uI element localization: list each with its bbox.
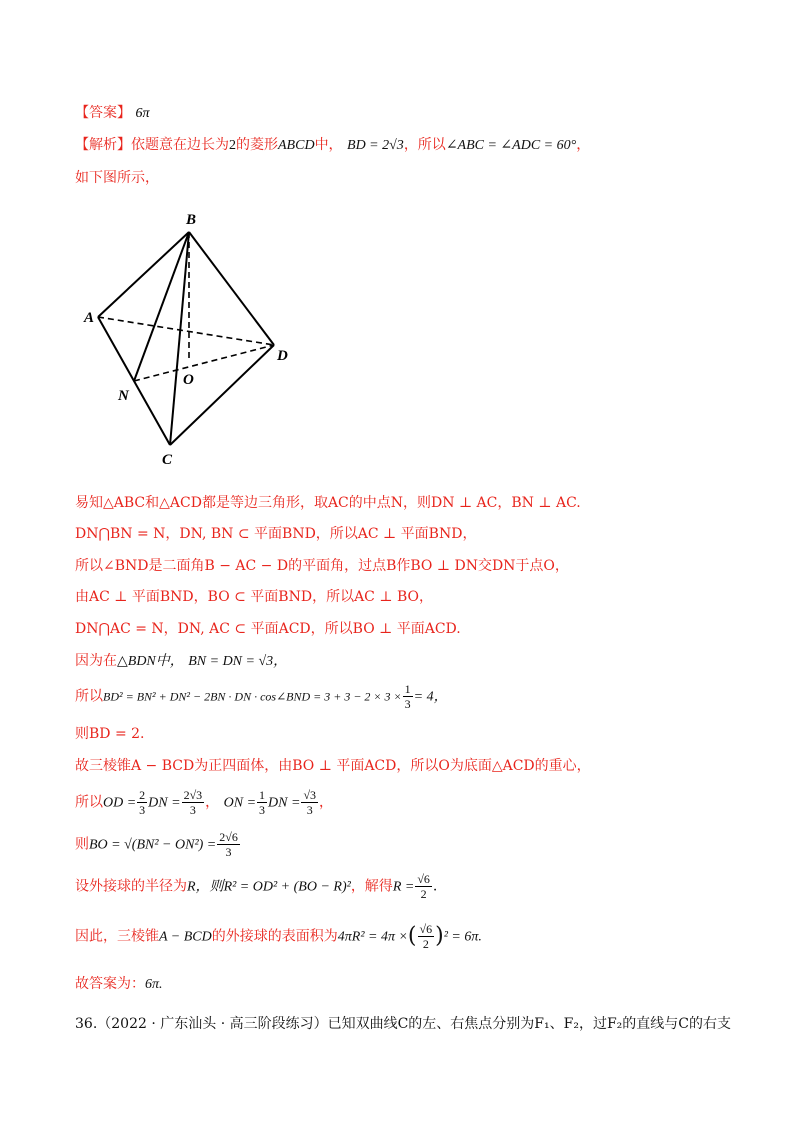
text-seg: 所以 [75,688,103,705]
label-o: O [183,372,194,388]
numerator: 1 [404,682,411,696]
text-seg: ，解得 [350,878,393,895]
edge-bn [134,232,189,381]
solution-line-10 [75,788,333,817]
left-paren: ( [407,923,417,949]
label-a: A [84,310,95,326]
fraction [418,922,435,951]
answer-tag: 【答案】 [75,105,131,121]
analysis-text: 中， [314,137,343,153]
label-b: B [186,212,197,228]
analysis-math: ∠ABC = ∠ADC = 60° [445,138,577,153]
numerator: √6 [419,922,433,936]
analysis-math: 2 [229,138,236,153]
analysis-math: BD = 2√3 [347,138,404,153]
math-seg: DN = [268,795,301,811]
numerator: 2√3 [183,788,203,802]
math-seg: BD² = BN² + DN² − 2BN · DN · cos∠BND = 3 + 3 − 2 × 3 × [103,689,402,704]
tetrahedron-figure [82,210,312,470]
numerator: √3 [303,788,317,802]
text-seg: 因此，三棱锥 [75,928,159,945]
text-seg: 故答案为： [75,976,145,992]
analysis-tag: 【解析】 [75,137,131,153]
denominator: 3 [139,803,146,817]
edge-nd-hidden [134,345,274,381]
analysis-math: ABCD [278,138,315,153]
denominator: 2 [422,937,429,951]
text-seg: 设外接球的半径为 [75,878,187,895]
denominator: 3 [189,803,196,817]
text-seg: 因为在 [75,653,117,669]
denominator: 3 [259,803,266,817]
solution-line-14 [75,974,163,995]
denominator: 3 [225,845,232,859]
math-seg: BN = DN = √3， [188,654,288,669]
solution-line-3: 所以∠BND是二面角B − AC − D的平面角，过点B作BO ⊥ DN交DN于点O， [75,558,569,574]
edge-dc [170,345,274,445]
analysis-line-2: 如下图所示， [75,170,159,186]
text-seg: 所以 [75,794,103,811]
math-seg: △BDN中， [117,654,184,669]
fraction [257,788,267,817]
numerator: 2 [139,788,146,802]
denominator: 3 [306,803,313,817]
text-seg: 则 [75,836,89,853]
numerator: 2√6 [219,830,238,844]
fraction [137,788,147,817]
math-seg: A − BCD [159,929,212,945]
edge-bc [170,232,189,445]
math-seg: = 4， [413,689,448,705]
fraction [403,682,413,711]
edge-ab [98,232,189,317]
math-seg: . [432,878,438,895]
solution-line-13 [75,922,482,951]
solution-line-2: DN⋂BN = N，DN, BN ⊂ 平面BND，所以AC ⊥ 平面BND， [75,526,477,542]
denominator: 3 [404,697,411,711]
math-seg: 4πR² = 4π × [337,929,408,945]
label-n: N [118,388,129,404]
answer-value: 6π [135,106,150,121]
solution-line-5: DN⋂AC = N，DN, AC ⊂ 平面ACD，所以BO ⊥ 平面ACD. [75,621,461,637]
fraction [415,872,432,901]
math-seg: OD = [103,795,137,811]
analysis-text: ， [576,137,591,153]
analysis-text: 依题意在边长为 [131,137,229,153]
edge-ad-hidden [98,317,274,345]
numerator: 1 [259,788,266,802]
analysis-text: 的菱形 [236,137,278,153]
solution-line-7 [75,682,448,711]
fraction [182,788,205,817]
right-paren: ) [435,923,444,949]
solution-line-4: 由AC ⊥ 平面BND，BO ⊂ 平面BND，所以AC ⊥ BO， [75,589,433,605]
analysis-line-1 [75,135,590,156]
text-seg: ， [319,794,334,811]
text-seg: ， [205,794,220,811]
math-seg: ² = 6π. [443,929,482,945]
math-seg: R = [392,879,415,895]
solution-line-11 [75,830,241,859]
numerator: √6 [417,872,430,886]
math-seg: BO = √(BN² − ON²) = [89,837,217,853]
label-c: C [162,452,173,468]
label-d: D [277,348,288,364]
denominator: 2 [420,887,427,901]
solution-line-9: 故三棱锥A − BCD为正四面体，由BO ⊥ 平面ACD，所以O为底面△ACD的重心， [75,758,591,774]
solution-line-1: 易知△ABC和△ACD都是等边三角形，取AC的中点N，则DN ⊥ AC，BN ⊥ AC. [75,495,581,511]
solution-line-8: 则BD = 2. [75,726,145,742]
fraction [301,788,318,817]
math-seg: R，则 [187,879,224,895]
fraction [217,830,240,859]
answer-line [75,103,149,124]
math-seg: DN = [148,795,181,811]
math-seg: ON = [223,795,257,811]
next-question: 36.（2022 · 广东汕头 · 高三阶段练习）已知双曲线C的左、右焦点分别为F₁、F₂，过F₂的直线与C的右支 [75,1016,731,1032]
edge-bd [189,232,274,345]
math-seg: R² = OD² + (BO − R)² [223,879,351,895]
text-seg: 的外接球的表面积为 [211,928,338,945]
solution-line-12 [75,872,437,901]
math-seg: 6π. [145,977,163,992]
analysis-text: ，所以 [403,137,446,153]
solution-line-6 [75,651,287,672]
